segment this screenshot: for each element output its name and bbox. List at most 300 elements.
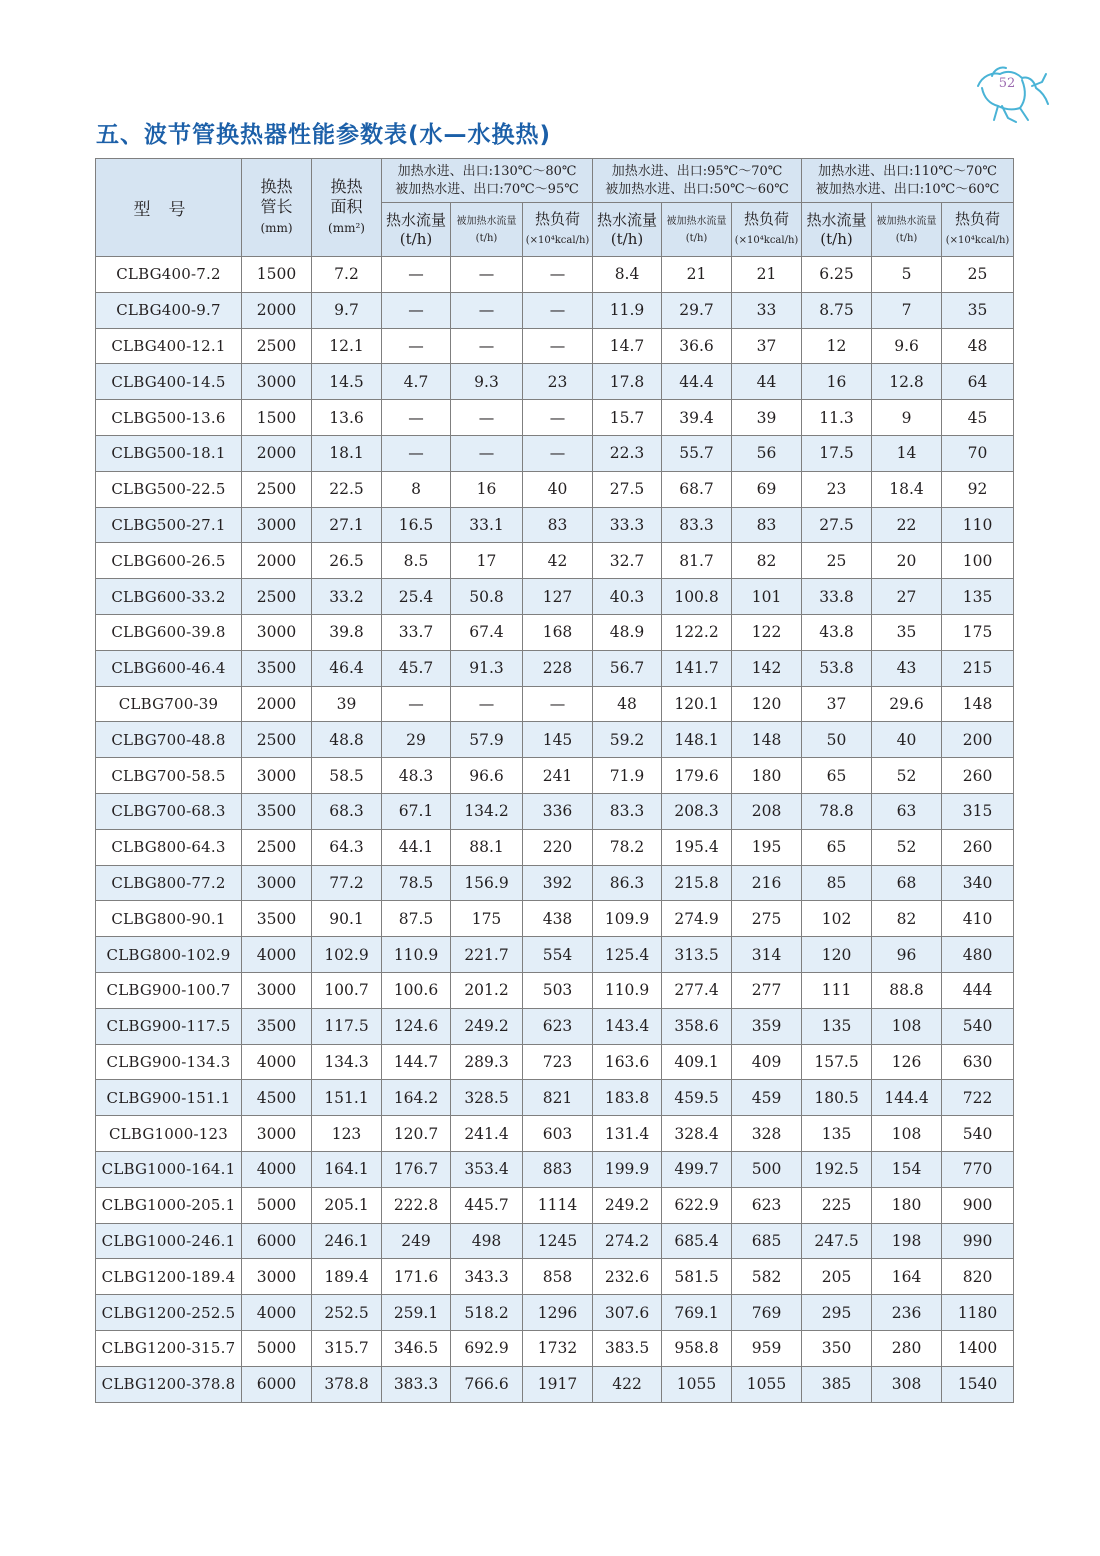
value-cell: 87.5 bbox=[382, 901, 451, 937]
value-cell: 71.9 bbox=[593, 758, 662, 794]
value-cell: 96 bbox=[872, 937, 942, 973]
value-cell: 110 bbox=[942, 507, 1014, 543]
value-cell: 22 bbox=[872, 507, 942, 543]
value-cell: 64 bbox=[942, 364, 1014, 400]
value-cell: 21 bbox=[732, 257, 802, 293]
value-cell: 7 bbox=[872, 292, 942, 328]
value-cell: 3500 bbox=[242, 1008, 312, 1044]
value-cell: 16 bbox=[802, 364, 872, 400]
value-cell: 78.8 bbox=[802, 793, 872, 829]
value-cell: 126 bbox=[872, 1044, 942, 1080]
value-cell: 127 bbox=[523, 579, 593, 615]
value-cell: 216 bbox=[732, 865, 802, 901]
value-cell: 622.9 bbox=[662, 1187, 732, 1223]
value-cell: 15.7 bbox=[593, 400, 662, 436]
value-cell: 151.1 bbox=[312, 1080, 382, 1116]
value-cell: 29.6 bbox=[872, 686, 942, 722]
value-cell: 17.8 bbox=[593, 364, 662, 400]
value-cell: 208.3 bbox=[662, 793, 732, 829]
value-cell: 108 bbox=[872, 1116, 942, 1152]
value-cell: 215 bbox=[942, 650, 1014, 686]
table-row bbox=[96, 865, 1014, 901]
model-cell: CLBG600-39.8 bbox=[96, 614, 242, 650]
value-cell: 315 bbox=[942, 793, 1014, 829]
value-cell: 2500 bbox=[242, 829, 312, 865]
value-cell: 199.9 bbox=[593, 1151, 662, 1187]
value-cell: 57.9 bbox=[451, 722, 523, 758]
value-cell: 295 bbox=[802, 1295, 872, 1331]
value-cell: 459 bbox=[732, 1080, 802, 1116]
value-cell: 148.1 bbox=[662, 722, 732, 758]
value-cell: 770 bbox=[942, 1151, 1014, 1187]
model-cell: CLBG1200-378.8 bbox=[96, 1366, 242, 1402]
value-cell: 900 bbox=[942, 1187, 1014, 1223]
value-cell: 500 bbox=[732, 1151, 802, 1187]
value-cell: 503 bbox=[523, 972, 593, 1008]
performance-parameter-table bbox=[95, 158, 1014, 1403]
value-cell: 2500 bbox=[242, 328, 312, 364]
value-cell: 163.6 bbox=[593, 1044, 662, 1080]
model-cell: CLBG900-134.3 bbox=[96, 1044, 242, 1080]
value-cell: 100 bbox=[942, 543, 1014, 579]
value-cell: 20 bbox=[872, 543, 942, 579]
value-cell: 2000 bbox=[242, 292, 312, 328]
value-cell: 277 bbox=[732, 972, 802, 1008]
value-cell: 176.7 bbox=[382, 1151, 451, 1187]
value-cell: 4000 bbox=[242, 1044, 312, 1080]
value-cell: 692.9 bbox=[451, 1330, 523, 1366]
value-cell: 958.8 bbox=[662, 1330, 732, 1366]
value-cell: 247.5 bbox=[802, 1223, 872, 1259]
header-area: 换热 面积 (mm²) bbox=[312, 159, 382, 257]
value-cell: 122.2 bbox=[662, 614, 732, 650]
model-cell: CLBG1200-315.7 bbox=[96, 1330, 242, 1366]
value-cell: 143.4 bbox=[593, 1008, 662, 1044]
value-cell: 308 bbox=[872, 1366, 942, 1402]
value-cell: 3000 bbox=[242, 1259, 312, 1295]
value-cell: 180 bbox=[732, 758, 802, 794]
value-cell: 343.3 bbox=[451, 1259, 523, 1295]
value-cell: 1540 bbox=[942, 1366, 1014, 1402]
value-cell: 274.9 bbox=[662, 901, 732, 937]
value-cell: 27.5 bbox=[593, 471, 662, 507]
value-cell: 135 bbox=[942, 579, 1014, 615]
value-cell: 8 bbox=[382, 471, 451, 507]
value-cell: — bbox=[382, 257, 451, 293]
value-cell: 144.7 bbox=[382, 1044, 451, 1080]
value-cell: 328 bbox=[732, 1116, 802, 1152]
horse-icon bbox=[972, 62, 1052, 132]
value-cell: 220 bbox=[523, 829, 593, 865]
value-cell: 353.4 bbox=[451, 1151, 523, 1187]
value-cell: 723 bbox=[523, 1044, 593, 1080]
value-cell: 3000 bbox=[242, 758, 312, 794]
value-cell: 685 bbox=[732, 1223, 802, 1259]
value-cell: — bbox=[523, 686, 593, 722]
value-cell: 858 bbox=[523, 1259, 593, 1295]
value-cell: 221.7 bbox=[451, 937, 523, 973]
value-cell: 359 bbox=[732, 1008, 802, 1044]
table-row bbox=[96, 758, 1014, 794]
value-cell: 766.6 bbox=[451, 1366, 523, 1402]
value-cell: 45.7 bbox=[382, 650, 451, 686]
value-cell: 9.6 bbox=[872, 328, 942, 364]
value-cell: — bbox=[523, 328, 593, 364]
value-cell: 55.7 bbox=[662, 435, 732, 471]
model-cell: CLBG800-102.9 bbox=[96, 937, 242, 973]
value-cell: 3000 bbox=[242, 1116, 312, 1152]
value-cell: 144.4 bbox=[872, 1080, 942, 1116]
value-cell: 83 bbox=[523, 507, 593, 543]
value-cell: 42 bbox=[523, 543, 593, 579]
value-cell: 50 bbox=[802, 722, 872, 758]
value-cell: 48 bbox=[593, 686, 662, 722]
value-cell: 16 bbox=[451, 471, 523, 507]
model-cell: CLBG1200-189.4 bbox=[96, 1259, 242, 1295]
value-cell: 14.7 bbox=[593, 328, 662, 364]
value-cell: 3500 bbox=[242, 793, 312, 829]
value-cell: 88.8 bbox=[872, 972, 942, 1008]
value-cell: 498 bbox=[451, 1223, 523, 1259]
value-cell: 33.1 bbox=[451, 507, 523, 543]
value-cell: 164.1 bbox=[312, 1151, 382, 1187]
value-cell: 259.1 bbox=[382, 1295, 451, 1331]
value-cell: 120 bbox=[802, 937, 872, 973]
value-cell: 249.2 bbox=[451, 1008, 523, 1044]
value-cell: — bbox=[451, 400, 523, 436]
value-cell: 328.4 bbox=[662, 1116, 732, 1152]
value-cell: 175 bbox=[942, 614, 1014, 650]
table-row bbox=[96, 614, 1014, 650]
value-cell: 6000 bbox=[242, 1223, 312, 1259]
model-cell: CLBG400-7.2 bbox=[96, 257, 242, 293]
model-cell: CLBG600-33.2 bbox=[96, 579, 242, 615]
value-cell: 120.7 bbox=[382, 1116, 451, 1152]
header-model: 型号 bbox=[96, 159, 242, 257]
value-cell: 6.25 bbox=[802, 257, 872, 293]
value-cell: 192.5 bbox=[802, 1151, 872, 1187]
value-cell: 22.5 bbox=[312, 471, 382, 507]
value-cell: — bbox=[451, 328, 523, 364]
model-cell: CLBG500-13.6 bbox=[96, 400, 242, 436]
value-cell: 990 bbox=[942, 1223, 1014, 1259]
value-cell: 100.6 bbox=[382, 972, 451, 1008]
value-cell: 88.1 bbox=[451, 829, 523, 865]
value-cell: 43 bbox=[872, 650, 942, 686]
table-row bbox=[96, 686, 1014, 722]
value-cell: 56 bbox=[732, 435, 802, 471]
value-cell: 81.7 bbox=[662, 543, 732, 579]
value-cell: 249 bbox=[382, 1223, 451, 1259]
value-cell: 2500 bbox=[242, 471, 312, 507]
table-row bbox=[96, 328, 1014, 364]
header-hot-flow: 热水流量 (t/h) bbox=[593, 203, 662, 257]
model-cell: CLBG500-18.1 bbox=[96, 435, 242, 471]
value-cell: 52 bbox=[872, 758, 942, 794]
value-cell: 35 bbox=[872, 614, 942, 650]
value-cell: 63 bbox=[872, 793, 942, 829]
value-cell: — bbox=[451, 435, 523, 471]
value-cell: 135 bbox=[802, 1116, 872, 1152]
table-row bbox=[96, 1044, 1014, 1080]
value-cell: 3000 bbox=[242, 507, 312, 543]
value-cell: 350 bbox=[802, 1330, 872, 1366]
table-row bbox=[96, 829, 1014, 865]
value-cell: 4500 bbox=[242, 1080, 312, 1116]
value-cell: 3000 bbox=[242, 865, 312, 901]
value-cell: 7.2 bbox=[312, 257, 382, 293]
value-cell: 23 bbox=[802, 471, 872, 507]
value-cell: 8.75 bbox=[802, 292, 872, 328]
value-cell: 135 bbox=[802, 1008, 872, 1044]
model-cell: CLBG800-77.2 bbox=[96, 865, 242, 901]
model-cell: CLBG600-46.4 bbox=[96, 650, 242, 686]
value-cell: 554 bbox=[523, 937, 593, 973]
value-cell: 821 bbox=[523, 1080, 593, 1116]
value-cell: 2000 bbox=[242, 435, 312, 471]
value-cell: 154 bbox=[872, 1151, 942, 1187]
table-row bbox=[96, 901, 1014, 937]
value-cell: 346.5 bbox=[382, 1330, 451, 1366]
value-cell: 48.8 bbox=[312, 722, 382, 758]
value-cell: 195 bbox=[732, 829, 802, 865]
value-cell: 274.2 bbox=[593, 1223, 662, 1259]
value-cell: 14.5 bbox=[312, 364, 382, 400]
value-cell: 111 bbox=[802, 972, 872, 1008]
page-title: 五、波节管换热器性能参数表(水—水换热) bbox=[96, 122, 552, 148]
header-heat-load: 热负荷 (×10⁴kcal/h) bbox=[942, 203, 1014, 257]
table-row bbox=[96, 1187, 1014, 1223]
value-cell: 5000 bbox=[242, 1187, 312, 1223]
value-cell: 23 bbox=[523, 364, 593, 400]
value-cell: 33.2 bbox=[312, 579, 382, 615]
value-cell: — bbox=[523, 292, 593, 328]
value-cell: 769 bbox=[732, 1295, 802, 1331]
model-cell: CLBG500-22.5 bbox=[96, 471, 242, 507]
value-cell: — bbox=[451, 257, 523, 293]
value-cell: 83.3 bbox=[662, 507, 732, 543]
table-row bbox=[96, 292, 1014, 328]
table-row bbox=[96, 471, 1014, 507]
value-cell: — bbox=[382, 686, 451, 722]
value-cell: 2000 bbox=[242, 686, 312, 722]
value-cell: 67.1 bbox=[382, 793, 451, 829]
value-cell: 1917 bbox=[523, 1366, 593, 1402]
value-cell: — bbox=[382, 292, 451, 328]
value-cell: 252.5 bbox=[312, 1295, 382, 1331]
value-cell: — bbox=[382, 400, 451, 436]
table-row bbox=[96, 1151, 1014, 1187]
value-cell: 581.5 bbox=[662, 1259, 732, 1295]
value-cell: 40 bbox=[523, 471, 593, 507]
value-cell: 175 bbox=[451, 901, 523, 937]
value-cell: 180 bbox=[872, 1187, 942, 1223]
value-cell: 518.2 bbox=[451, 1295, 523, 1331]
value-cell: 68.3 bbox=[312, 793, 382, 829]
value-cell: 358.6 bbox=[662, 1008, 732, 1044]
value-cell: 145 bbox=[523, 722, 593, 758]
value-cell: 2500 bbox=[242, 579, 312, 615]
value-cell: 232.6 bbox=[593, 1259, 662, 1295]
value-cell: 4000 bbox=[242, 1151, 312, 1187]
value-cell: 85 bbox=[802, 865, 872, 901]
table-row bbox=[96, 1008, 1014, 1044]
value-cell: 277.4 bbox=[662, 972, 732, 1008]
value-cell: 69 bbox=[732, 471, 802, 507]
value-cell: 540 bbox=[942, 1008, 1014, 1044]
value-cell: 46.4 bbox=[312, 650, 382, 686]
value-cell: 26.5 bbox=[312, 543, 382, 579]
value-cell: 4000 bbox=[242, 937, 312, 973]
value-cell: 241 bbox=[523, 758, 593, 794]
table-row bbox=[96, 1330, 1014, 1366]
value-cell: 208 bbox=[732, 793, 802, 829]
value-cell: 33 bbox=[732, 292, 802, 328]
value-cell: 83.3 bbox=[593, 793, 662, 829]
value-cell: 164 bbox=[872, 1259, 942, 1295]
value-cell: 383.3 bbox=[382, 1366, 451, 1402]
value-cell: 122 bbox=[732, 614, 802, 650]
value-cell: 3500 bbox=[242, 901, 312, 937]
value-cell: 201.2 bbox=[451, 972, 523, 1008]
value-cell: 64.3 bbox=[312, 829, 382, 865]
header-group-3: 加热水进、出口:110℃～70℃ 被加热水进、出口:10℃～60℃ bbox=[802, 159, 1014, 203]
value-cell: 623 bbox=[732, 1187, 802, 1223]
value-cell: 289.3 bbox=[451, 1044, 523, 1080]
value-cell: 123 bbox=[312, 1116, 382, 1152]
value-cell: 171.6 bbox=[382, 1259, 451, 1295]
value-cell: 200 bbox=[942, 722, 1014, 758]
value-cell: 1500 bbox=[242, 257, 312, 293]
value-cell: 2000 bbox=[242, 543, 312, 579]
table-row bbox=[96, 400, 1014, 436]
value-cell: — bbox=[523, 435, 593, 471]
table-row bbox=[96, 1366, 1014, 1402]
value-cell: 438 bbox=[523, 901, 593, 937]
value-cell: 101 bbox=[732, 579, 802, 615]
table-row bbox=[96, 650, 1014, 686]
value-cell: 215.8 bbox=[662, 865, 732, 901]
value-cell: 33.3 bbox=[593, 507, 662, 543]
value-cell: 109.9 bbox=[593, 901, 662, 937]
table-row bbox=[96, 1116, 1014, 1152]
value-cell: — bbox=[523, 400, 593, 436]
value-cell: 120.1 bbox=[662, 686, 732, 722]
value-cell: 409 bbox=[732, 1044, 802, 1080]
value-cell: 156.9 bbox=[451, 865, 523, 901]
value-cell: 53.8 bbox=[802, 650, 872, 686]
value-cell: 603 bbox=[523, 1116, 593, 1152]
table-body bbox=[96, 257, 1014, 1403]
model-cell: CLBG700-58.5 bbox=[96, 758, 242, 794]
model-cell: CLBG700-68.3 bbox=[96, 793, 242, 829]
value-cell: 16.5 bbox=[382, 507, 451, 543]
value-cell: 246.1 bbox=[312, 1223, 382, 1259]
value-cell: 82 bbox=[872, 901, 942, 937]
table-row bbox=[96, 1080, 1014, 1116]
value-cell: 134.3 bbox=[312, 1044, 382, 1080]
value-cell: 100.8 bbox=[662, 579, 732, 615]
value-cell: 315.7 bbox=[312, 1330, 382, 1366]
value-cell: 148 bbox=[732, 722, 802, 758]
value-cell: 102 bbox=[802, 901, 872, 937]
value-cell: 392 bbox=[523, 865, 593, 901]
value-cell: 32.7 bbox=[593, 543, 662, 579]
table-row bbox=[96, 1259, 1014, 1295]
value-cell: 92 bbox=[942, 471, 1014, 507]
value-cell: 44.1 bbox=[382, 829, 451, 865]
value-cell: 9.7 bbox=[312, 292, 382, 328]
value-cell: 3500 bbox=[242, 650, 312, 686]
value-cell: 142 bbox=[732, 650, 802, 686]
value-cell: 623 bbox=[523, 1008, 593, 1044]
value-cell: 1180 bbox=[942, 1295, 1014, 1331]
table-row bbox=[96, 937, 1014, 973]
value-cell: 90.1 bbox=[312, 901, 382, 937]
value-cell: 11.9 bbox=[593, 292, 662, 328]
value-cell: 385 bbox=[802, 1366, 872, 1402]
value-cell: 6000 bbox=[242, 1366, 312, 1402]
model-cell: CLBG900-100.7 bbox=[96, 972, 242, 1008]
value-cell: 8.4 bbox=[593, 257, 662, 293]
value-cell: 50.8 bbox=[451, 579, 523, 615]
value-cell: 78.2 bbox=[593, 829, 662, 865]
value-cell: 179.6 bbox=[662, 758, 732, 794]
table-row bbox=[96, 579, 1014, 615]
value-cell: 1400 bbox=[942, 1330, 1014, 1366]
value-cell: 189.4 bbox=[312, 1259, 382, 1295]
header-group-2: 加热水进、出口:95℃～70℃ 被加热水进、出口:50℃～60℃ bbox=[593, 159, 802, 203]
value-cell: 459.5 bbox=[662, 1080, 732, 1116]
value-cell: 125.4 bbox=[593, 937, 662, 973]
value-cell: 280 bbox=[872, 1330, 942, 1366]
value-cell: 39 bbox=[732, 400, 802, 436]
model-cell: CLBG900-117.5 bbox=[96, 1008, 242, 1044]
value-cell: 198 bbox=[872, 1223, 942, 1259]
value-cell: 4000 bbox=[242, 1295, 312, 1331]
value-cell: 37 bbox=[802, 686, 872, 722]
model-cell: CLBG1200-252.5 bbox=[96, 1295, 242, 1331]
value-cell: 43.8 bbox=[802, 614, 872, 650]
value-cell: 33.7 bbox=[382, 614, 451, 650]
value-cell: 44.4 bbox=[662, 364, 732, 400]
value-cell: 9 bbox=[872, 400, 942, 436]
model-cell: CLBG1000-164.1 bbox=[96, 1151, 242, 1187]
value-cell: 8.5 bbox=[382, 543, 451, 579]
model-cell: CLBG1000-205.1 bbox=[96, 1187, 242, 1223]
table-row bbox=[96, 1223, 1014, 1259]
value-cell: 222.8 bbox=[382, 1187, 451, 1223]
value-cell: 422 bbox=[593, 1366, 662, 1402]
table-row bbox=[96, 257, 1014, 293]
table-row bbox=[96, 1295, 1014, 1331]
value-cell: 117.5 bbox=[312, 1008, 382, 1044]
table-row bbox=[96, 507, 1014, 543]
value-cell: 44 bbox=[732, 364, 802, 400]
model-cell: CLBG400-14.5 bbox=[96, 364, 242, 400]
value-cell: 40.3 bbox=[593, 579, 662, 615]
value-cell: 131.4 bbox=[593, 1116, 662, 1152]
value-cell: 685.4 bbox=[662, 1223, 732, 1259]
model-cell: CLBG600-26.5 bbox=[96, 543, 242, 579]
value-cell: 70 bbox=[942, 435, 1014, 471]
value-cell: 68 bbox=[872, 865, 942, 901]
value-cell: 39.4 bbox=[662, 400, 732, 436]
value-cell: 21 bbox=[662, 257, 732, 293]
value-cell: 17 bbox=[451, 543, 523, 579]
value-cell: 5000 bbox=[242, 1330, 312, 1366]
header-tube-length: 换热 管长 (mm) bbox=[242, 159, 312, 257]
